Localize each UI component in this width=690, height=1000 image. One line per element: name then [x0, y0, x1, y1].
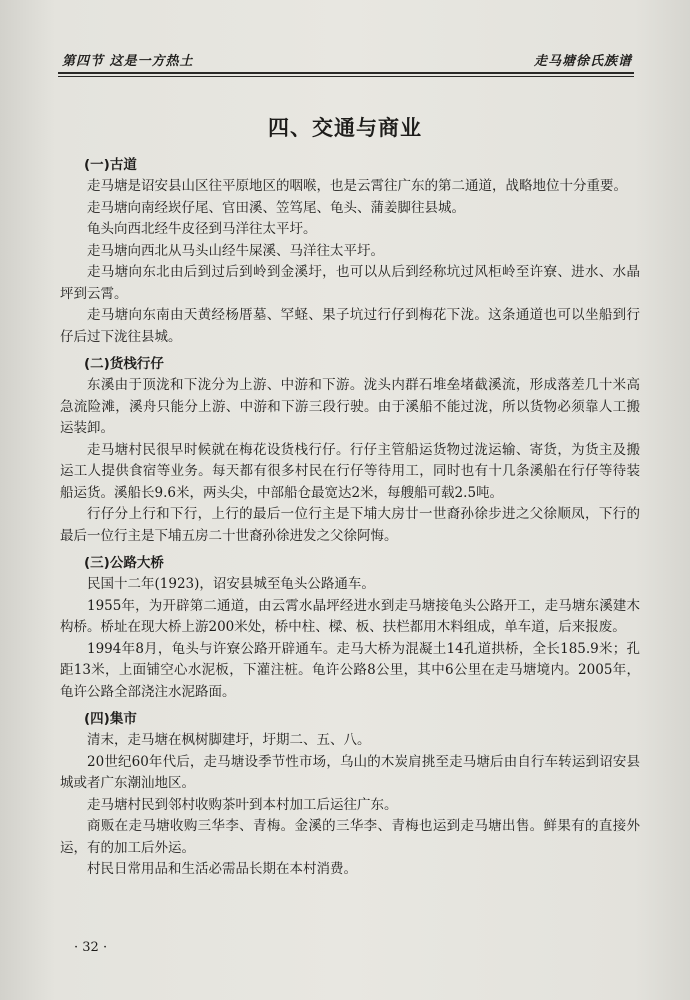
paragraph: 走马塘向南经崁仔尾、官田溪、笠笃尾、龟头、蒲姜脚往县城。	[87, 199, 465, 216]
paragraph: 民国十二年(1923)，诏安县城至龟头公路通车。	[87, 576, 375, 592]
paragraph: 商贩在走马塘收购三华李、青梅。金溪的三华李、青梅也运到走马塘出售。鲜果有的直接外运，有的加工后外运。	[60, 818, 640, 856]
paragraph: 20世纪60年代后，走马塘设季节性市场，乌山的木炭肩挑至走马塘后由自行车转运到诏安县城或者广东潮汕地区。	[60, 753, 640, 791]
section-heading-warehouse: (二)货栈行仔	[84, 356, 164, 372]
paragraph: 走马塘村民很早时候就在梅花设货栈行仔。行仔主管船运货物过泷运输、寄货，为货主及搬运工人提供食宿等业务。每天都有很多村民在行仔等待用工，同时也有十几条溪船在行仔等待装船运货。溪船长9.6米，两头尖，中部船仓最宽达2米，每艘船可载2.5吨。	[60, 441, 640, 501]
paragraph: 1955年，为开辟第二通道，由云霄水晶坪经进水到走马塘接龟头公路开工，走马塘东溪建木构桥。桥址在现大桥上游200米处，桥中柱、樑、板、扶栏都用木料组成，单车道，后来报废。	[60, 597, 640, 635]
running-header	[58, 46, 634, 72]
section-heading-market: (四)集市	[84, 711, 137, 727]
paragraph: 龟头向西北经牛皮径到马洋往太平圩。	[87, 221, 317, 237]
page-number: · 32 ·	[74, 940, 108, 955]
paragraph: 走马塘是诏安县山区往平原地区的咽喉，也是云霄往广东的第二通道，战略地位十分重要。	[87, 178, 627, 194]
paragraph: 村民日常用品和生活必需品长期在本村消费。	[87, 861, 357, 877]
paragraph: 1994年8月，龟头与许寮公路开辟通车。走马大桥为混凝土14孔道拱桥，全长185.9米；孔距13米，上面铺空心水泥板，下灌注桩。龟许公路8公里，其中6公里在走马塘境内。2005年，龟许公路全部浇注水泥路面。	[60, 640, 640, 700]
page-body	[60, 154, 640, 881]
header-rule-thick	[58, 72, 634, 74]
chapter-title: 四、交通与商业	[268, 115, 422, 140]
paragraph: 清末，走马塘在枫树脚建圩，圩期二、五、八。	[87, 732, 371, 748]
paragraph: 东溪由于顶泷和下泷分为上游、中游和下游。泷头内群石堆垒堵截溪流，形成落差几十米高急流险滩，溪舟只能分上游、中游和下游三段行驶。由于溪船不能过泷，所以货物必须靠人工搬运装卸。	[60, 377, 640, 436]
header-rule-thin	[58, 76, 634, 77]
header-book-title: 走马塘徐氏族谱	[533, 54, 632, 69]
paragraph: 行仔分上行和下行，上行的最后一位行主是下埔大房廿一世裔孙徐步进之父徐顺凤，下行的最后一位行主是下埔五房二十世裔孙徐进发之父徐阿悔。	[60, 506, 640, 544]
section-heading-highway-bridge: (三)公路大桥	[84, 555, 164, 571]
paragraph: 走马塘向东南由天黄经杨厝墓、罕蛏、果子坑过行仔到梅花下泷。这条通道也可以坐船到行仔后过下泷往县城。	[60, 307, 640, 345]
paragraph: 走马塘向西北从马头山经牛屎溪、马洋往太平圩。	[87, 242, 384, 259]
section-heading-ancient-road: (一)古道	[84, 157, 137, 173]
paragraph: 走马塘向东北由后到过后到岭到金溪圩，也可以从后到经称坑过风柜岭至许寮、进水、水晶坪到云霄。	[60, 264, 640, 302]
header-section-title: 第四节 这是一方热土	[62, 54, 194, 69]
paragraph: 走马塘村民到邻村收购茶叶到本村加工后运往广东。	[87, 796, 398, 813]
